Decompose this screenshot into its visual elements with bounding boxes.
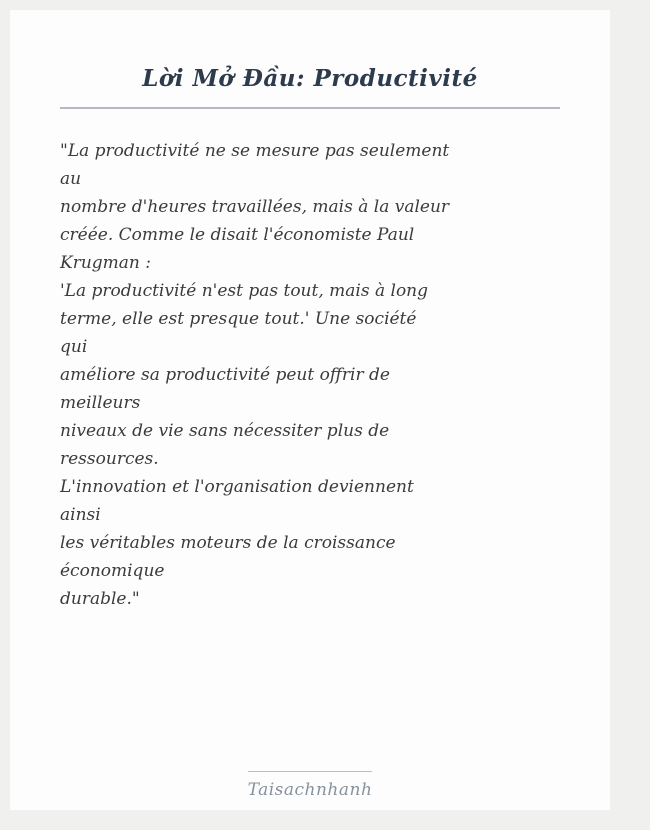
quote-line: durable." xyxy=(60,589,140,609)
quote-line: les véritables moteurs de la croissance xyxy=(60,533,396,553)
quote-line: au xyxy=(60,169,82,189)
quote-line: nombre d'heures travaillées, mais à la valeur xyxy=(60,197,450,217)
signature-block xyxy=(10,771,610,802)
quote-line: "La productivité ne se mesure pas seulement xyxy=(60,141,450,161)
quote-line: niveaux de vie sans nécessiter plus de xyxy=(60,421,390,441)
signature-divider xyxy=(248,771,372,772)
quote-line: terme, elle est presque tout.' Une société xyxy=(60,309,417,329)
quote-line: L'innovation et l'organisation deviennent xyxy=(60,477,414,497)
quote-line: ressources. xyxy=(60,449,159,469)
page-title: Lời Mở Đầu: Productivité xyxy=(142,65,478,92)
quote-line: Krugman : xyxy=(60,253,151,273)
document-page xyxy=(10,10,610,810)
title-divider xyxy=(60,107,560,109)
quote-line: améliore sa productivité peut offrir de xyxy=(60,365,390,385)
quote-line: meilleurs xyxy=(60,393,141,413)
signature-text: Taisachnhanh xyxy=(247,780,373,800)
quote-line: qui xyxy=(60,337,88,357)
quote-body xyxy=(60,137,560,613)
quote-line: 'La productivité n'est pas tout, mais à long xyxy=(60,281,429,301)
quote-line: créée. Comme le disait l'économiste Paul xyxy=(60,225,415,245)
quote-line: ainsi xyxy=(60,505,101,525)
quote-line: économique xyxy=(60,561,165,581)
